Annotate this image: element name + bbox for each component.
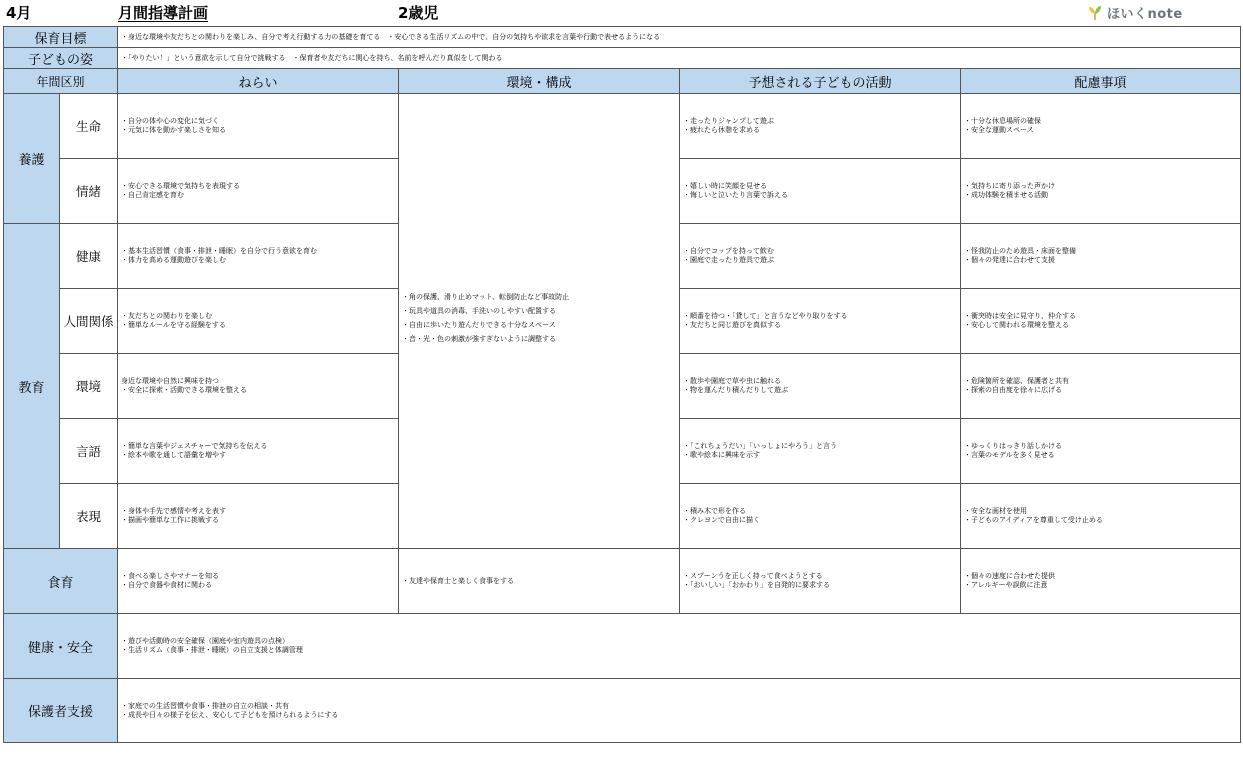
activity-cell: ・自分でコップを持って飲む ・園庭で走ったり遊具で遊ぶ [680, 224, 961, 289]
monthly-plan-table [3, 26, 1241, 743]
guardian-support-label: 保護者支援 [4, 679, 118, 743]
environment-item: ・音・光・色の刺激が強すぎないように調整する [402, 335, 557, 343]
activity-cell: ・走ったりジャンプして遊ぶ ・疲れたら休憩を求める [680, 94, 961, 159]
period-label: 年間区別 [4, 69, 118, 94]
column-header-activity: 予想される子どもの活動 [680, 69, 961, 94]
environment-item: ・玩具や道具の消毒、手洗いのしやすい配置する [402, 307, 557, 315]
leaf-sprout-icon [1088, 5, 1102, 21]
environment-item: ・自由に歩いたり遊んだりできる十分なスペース [402, 321, 556, 329]
activity-cell: ・積み木で形を作る ・クレヨンで自由に描く [680, 484, 961, 549]
food-education-row [4, 549, 1241, 614]
care-cell: ・衝突時は安全に見守り、仲介する ・安心して関われる環境を整える [961, 289, 1241, 354]
environment-cell [399, 94, 680, 549]
month-label: 4月 [6, 4, 32, 22]
brand-name: ほいくnote [1107, 7, 1183, 22]
age-group-label: 2歳児 [398, 4, 439, 22]
goal-row [4, 27, 1241, 48]
activity-cell: ・「これちょうだい」「いっしょにやろう」と言う ・歌や絵本に興味を示す [680, 419, 961, 484]
activity-cell: ・順番を待つ・「貸して」と言うなどやり取りをする ・友だちと同じ遊びを真似する [680, 289, 961, 354]
table-row [4, 94, 1241, 159]
health-safety-label: 健康・安全 [4, 614, 118, 679]
brand-logo [1088, 3, 1183, 22]
column-header-care: 配慮事項 [961, 69, 1241, 94]
page-header [0, 0, 1243, 24]
row-label: 情緒 [60, 159, 118, 224]
activity-cell: ・嬉しい時に笑顔を見せる ・悔しいと泣いたり言葉で訴える [680, 159, 961, 224]
care-cell: ・個々の速度に合わせた提供 ・アレルギーや誤飲に注意 [961, 549, 1241, 614]
aim-cell: ・基本生活習慣（食事・排泄・睡眠）を自分で行う意欲を育む ・体力を高める運動遊びを楽しむ [118, 224, 399, 289]
care-cell: ・安全な画材を使用 ・子どものアイディアを尊重して受け止める [961, 484, 1241, 549]
aim-cell: ・安心できる環境で気持ちを表現する ・自己肯定感を育む [118, 159, 399, 224]
aim-cell: ・身体や手先で感情や考えを表す ・描画や簡単な工作に挑戦する [118, 484, 399, 549]
goal-text: ・身近な環境や友だちとの関わりを楽しみ、自分で考え行動する力の基礎を育てる ・安心できる生活リズムの中で、自分の気持ちや欲求を言葉や行動で表せるようになる [118, 27, 1241, 48]
environment-item: ・角の保護、滑り止めマット、転倒防止など事故防止 [402, 293, 570, 301]
education-group-label: 教育 [4, 224, 60, 549]
care-cell: ・気持ちに寄り添った声かけ ・成功体験を積ませる活動 [961, 159, 1241, 224]
care-group-label: 養護 [4, 94, 60, 224]
column-header-aim: ねらい [118, 69, 399, 94]
row-label: 環境 [60, 354, 118, 419]
row-label: 言語 [60, 419, 118, 484]
row-label: 健康 [60, 224, 118, 289]
environment-cell: ・友達や保育士と楽しく食事をする [399, 549, 680, 614]
child-image-text: ・「やりたい！」という意欲を示して自分で挑戦する ・保育者や友だちに関心を持ち、名前を呼んだり真似をして関わる [118, 48, 1241, 69]
activity-cell: ・散歩や園庭で草や虫に触れる ・物を運んだり積んだりして遊ぶ [680, 354, 961, 419]
care-cell: ・危険箇所を確認、保護者と共有 ・探索の自由度を徐々に広げる [961, 354, 1241, 419]
child-image-label: 子どもの姿 [4, 48, 118, 69]
health-safety-row [4, 614, 1241, 679]
aim-cell: ・自分の体や心の変化に気づく ・元気に体を動かす楽しさを知る [118, 94, 399, 159]
child-image-row [4, 48, 1241, 69]
document-title: 月間指導計画 [118, 4, 209, 22]
guardian-support-text: ・家庭での生活習慣や食事・排泄の自立の相談・共有 ・成長や日々の様子を伝え、安心して子どもを預けられるようにする [118, 679, 1241, 743]
care-cell: ・十分な休息場所の確保 ・安全な運動スペース [961, 94, 1241, 159]
column-header-environment: 環境・構成 [399, 69, 680, 94]
goal-label: 保育目標 [4, 27, 118, 48]
health-safety-text: ・遊びや活動時の安全確保（園庭や室内遊具の点検） ・生活リズム（食事・排泄・睡眠）の自立支援と体調管理 [118, 614, 1241, 679]
column-header-row [4, 69, 1241, 94]
food-education-label: 食育 [4, 549, 118, 614]
row-label: 人間関係 [60, 289, 118, 354]
row-label: 表現 [60, 484, 118, 549]
aim-cell: ・食べる楽しさやマナーを知る ・自分で食器や食材に関わる [118, 549, 399, 614]
aim-cell: ・簡単な言葉やジェスチャーで気持ちを伝える ・絵本や歌を通して語彙を増やす [118, 419, 399, 484]
care-cell: ・怪我防止のため遊具・床面を整備 ・個々の発達に合わせて支援 [961, 224, 1241, 289]
aim-cell: 身近な環境や自然に興味を持つ ・安全に探索・活動できる環境を整える [118, 354, 399, 419]
activity-cell: ・スプーンうを正しく持って食べようとする ・「おいしい」「おかわり」を自発的に要求する [680, 549, 961, 614]
row-label: 生命 [60, 94, 118, 159]
care-cell: ・ゆっくりはっきり話しかける ・言葉のモデルを多く見せる [961, 419, 1241, 484]
aim-cell: ・友だちとの関わりを楽しむ ・簡単なルールを守る経験をする [118, 289, 399, 354]
guardian-support-row [4, 679, 1241, 743]
